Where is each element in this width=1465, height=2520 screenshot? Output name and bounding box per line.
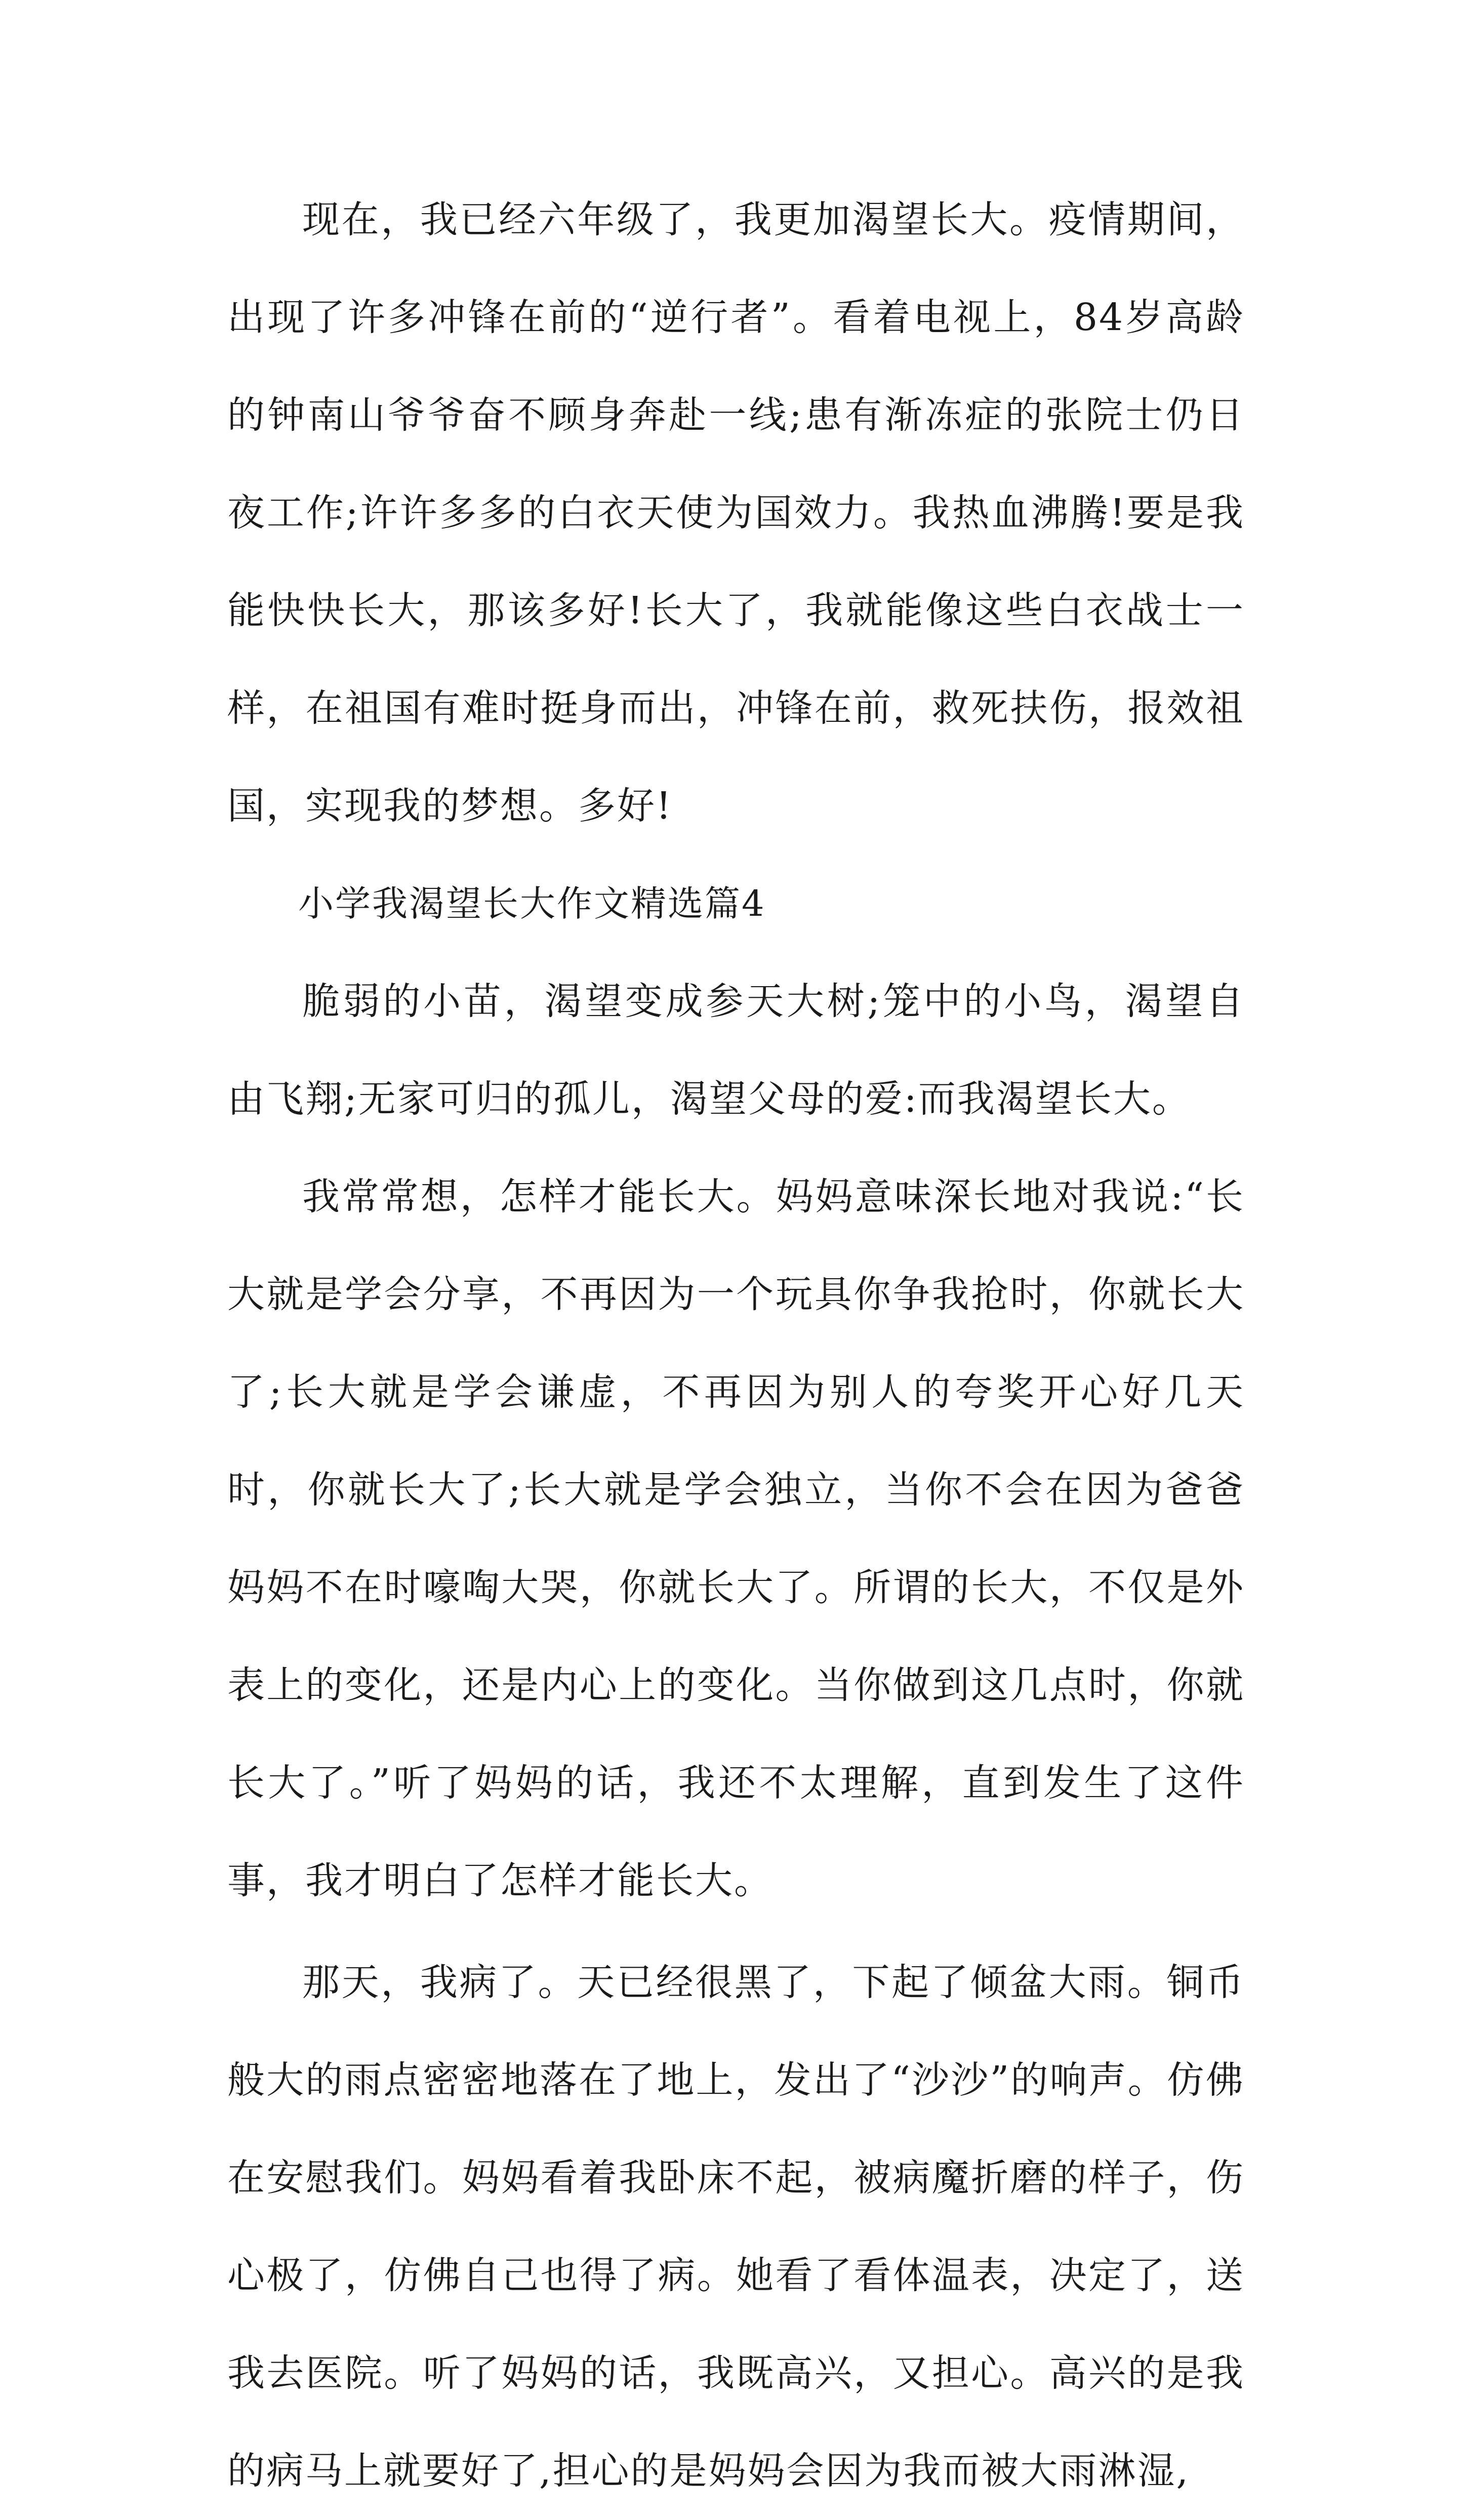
paragraph-mother-advice: 我常常想，怎样才能长大。妈妈意味深长地对我说:“长大就是学会分享，不再因为一个玩具你争我抢时，你就长大了;长大就是学会谦虚，不再因为别人的夸奖开心好几天时，你就长大了;长大就是学会独立，当你不会在因为爸爸妈妈不在时嚎啕大哭，你就长大了。所谓的长大，不仅是外表上的变化，还是内心上的变化。当你做到这几点时，你就长大了。”听了妈妈的话，我还不太理解，直到发生了这件事，我才明白了怎样才能长大。	[227, 1175, 1245, 1902]
paragraph-growing-up-pandemic: 现在，我已经六年级了，我更加渴望长大。疫情期间，出现了许多冲锋在前的“逆行者”。看着电视上，84岁高龄的钟南山爷爷奋不顾身奔赴一线;患有渐冻症的张院士仍日夜工作;许许多多的白衣天使为国效力。我热血沸腾!要是我能快快长大，那该多好!长大了，我就能像这些白衣战士一样，在祖国有难时挺身而出，冲锋在前，救死扶伤，报效祖国，实现我的梦想。多好!	[227, 198, 1245, 828]
paragraph-sick-day: 那天，我病了。天已经很黑了，下起了倾盆大雨。铜币般大的雨点密密地落在了地上，发出了“沙沙”的响声。仿佛在安慰我们。妈妈看着我卧床不起，被病魔折磨的样子，伤心极了，仿佛自己也得了病。她看了看体温表，决定了，送我去医院。听了妈妈的话，我既高兴，又担心。高兴的是我的病马上就要好了,担心的是妈妈会因为我而被大雨淋湿,	[227, 1961, 1245, 2493]
document-body	[227, 171, 1245, 2520]
paragraph-longing: 脆弱的小苗，渴望变成参天大树;笼中的小鸟，渴望自由飞翔;无家可归的孤儿，渴望父母的爱:而我渴望长大。	[227, 980, 1245, 1121]
section-heading: 小学我渴望长大作文精选篇4	[298, 883, 766, 924]
